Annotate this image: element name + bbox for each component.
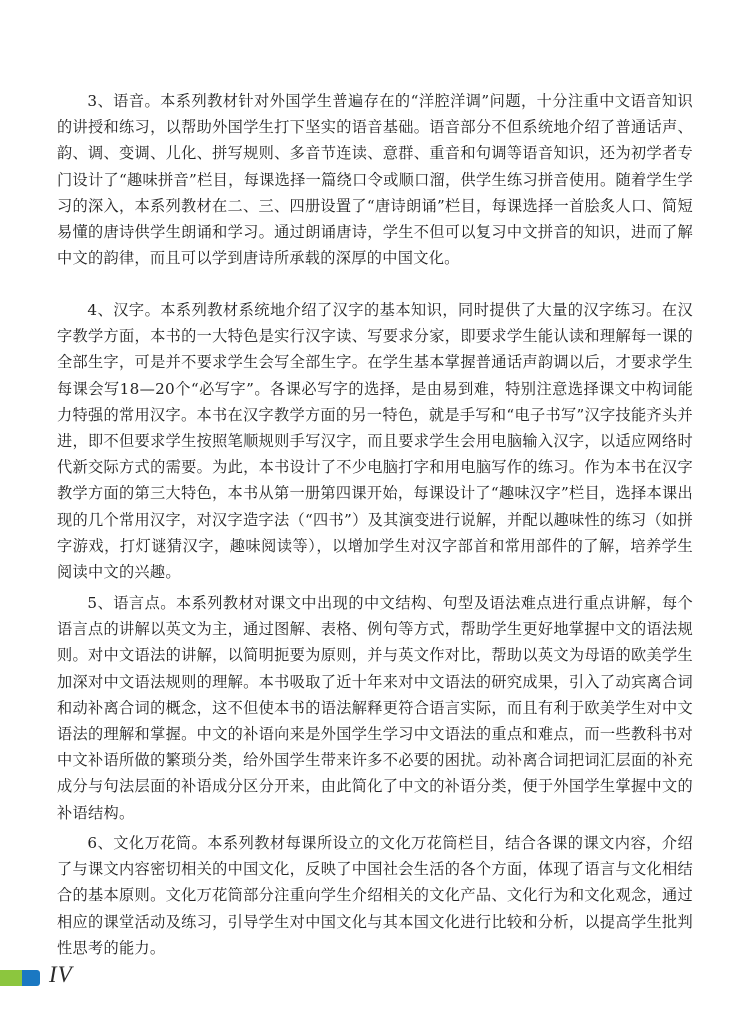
footer-green-segment bbox=[0, 970, 22, 986]
paragraph-grammar-points: 5、语言点。本系列教材对课文中出现的中文结构、句型及语法难点进行重点讲解，每个语言点的讲解以英文为主，通过图解、表格、例句等方式，帮助学生更好地掌握中文的语法规则。对中文语法的讲解，以简明扼要为原则，并与英文作对比，帮助以英文为母语的欧美学生加深对中文语法规则的理解。本书吸取了近十年来对中文语法的研究成果，引入了动宾离合词和动补离合词的概念，这不但使本书的语法解释更符合语言实际，而且有利于欧美学生对中文语法的理解和掌握。中文的补语向来是外国学生学习中文语法的重点和难点，而一些教科书对中文补语所做的繁琐分类，给外国学生带来许多不必要的困扰。动补离合词把词汇层面的补充成分与句法层面的补语成分区分开来，由此简化了中文的补语分类，便于外国学生掌握中文的补语结构。 bbox=[57, 594, 693, 822]
page-number: IV bbox=[49, 962, 73, 987]
paragraph-culture-kaleidoscope: 6、文化万花筒。本系列教材每课所设立的文化万花筒栏目，结合各课的课文内容，介绍了与课文内容密切相关的中国文化，反映了中国社会生活的各个方面，体现了语言与文化相结合的基本原则。文化万花筒部分注重向学生介绍相关的文化产品、文化行为和文化观念，通过相应的课堂活动及练习，引导学生对中国文化与其本国文化进行比较和分析，以提高学生批判性思考的能力。 bbox=[57, 834, 693, 957]
paragraph-chinese-characters: 4、汉字。本系列教材系统地介绍了汉字的基本知识，同时提供了大量的汉字练习。在汉字教学方面，本书的一大特色是实行汉字读、写要求分家，即要求学生能认读和理解每一课的全部生字，可是并不要求学生会写全部生字。在学生基本掌握普通话声韵调以后，才要求学生每课会写18—20个“必写字”。各课必写字的选择，是由易到难，特别注意选择课文中构词能力特强的常用汉字。本书在汉字教学方面的另一特色，就是手写和“电子书写”汉字技能齐头并进，即不但要求学生按照笔顺规则手写汉字，而且要求学生会用电脑输入汉字，以适应网络时代新交际方式的需要。为此，本书设计了不少电脑打字和用电脑写作的练习。作为本书在汉字教学方面的第三大特色，本书从第一册第四课开始，每课设计了“趣味汉字”栏目，选择本课出现的几个常用汉字，对汉字造字法（“四书”）及其演变进行说解，并配以趣味性的练习（如拼字游戏，打灯谜猜汉字，趣味阅读等），以增加学生对汉字部首和常用部件的了解，培养学生阅读中文的兴趣。 bbox=[57, 301, 693, 582]
footer-color-bar bbox=[0, 970, 40, 986]
paragraph-pronunciation: 3、语音。本系列教材针对外国学生普遍存在的“洋腔洋调”问题，十分注重中文语音知识的讲授和练习，以帮助外国学生打下坚实的语音基础。语音部分不但系统地介绍了普通话声、韵、调、变调、儿化、拼写规则、多音节连读、意群、重音和句调等语音知识，还为初学者专门设计了“趣味拼音”栏目，每课选择一篇绕口令或顺口溜，供学生练习拼音使用。随着学生学习的深入，本系列教材在二、三、四册设置了“唐诗朗诵”栏目，每课选择一首脍炙人口、简短易懂的唐诗供学生朗诵和学习。通过朗诵唐诗，学生不但可以复习中文拼音的知识，进而了解中文的韵律，而且可以学到唐诗所承载的深厚的中国文化。 bbox=[57, 92, 693, 268]
footer-blue-segment bbox=[22, 970, 40, 986]
